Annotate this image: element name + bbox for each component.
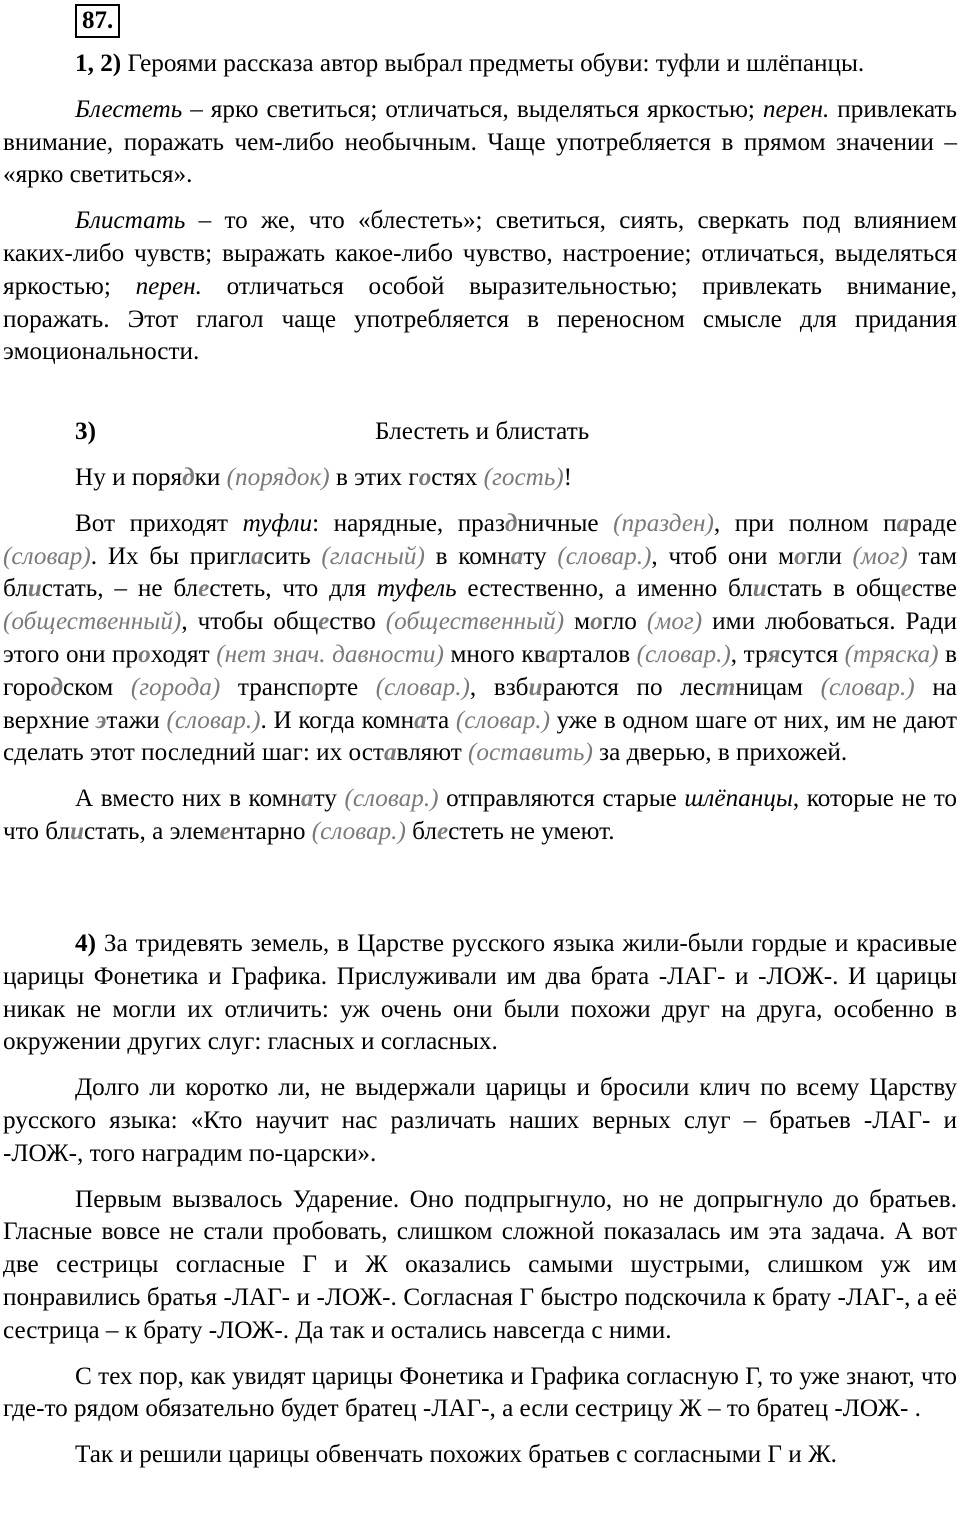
paragraph-shlepantsy: А вместо них в комнату (словар.) отправляются старые шлёпанцы, которые не то что блистать, а элементарно (словар.) блестеть не умеют. [3,785,957,845]
mark-peren: перен. [762,95,830,123]
paragraph-tale-2: Долго ли коротко ли, не выдержали царицы и бросили клич по всему Царству русского языка: «Кто научит нас различать наших верных слуг – братьев -ЛАГ- и -ЛОЖ-, того наградим по-царски». [3,1074,957,1167]
paragraph-tufli: Вот приходят туфли: нарядные, праздничные (празден), при полном параде (словар). Их бы пригласить (гласный) в комнату (словар.), чтоб они могли (мог) там блистать, – не блестеть, что для туфель естественно, а именно блистать в обществе (общественный), чтобы общество (общественный) могло (мог) ими любоваться. Ради этого они проходят (нет знач. давности) много кварталов (словар.), трясутся (тряска) в городском (города) транспорте (словар.), взбираются по лестницам (словар.) на верхние этажи (словар.). И когда комната (словар.) уже в одном шаге от них, им не дают сделать этот последний шаг: их оставляют (оставить) за дверью, в прихожей. [3,509,958,767]
answer-3-heading [3,416,957,449]
label-3: 3) [75,418,96,445]
paragraph-blestet [3,94,957,192]
paragraph-tale-5: Так и решили царицы обвенчать похожих братьев с согласными Г и Ж. [75,1441,837,1469]
mark-peren: перен. [135,272,202,300]
label-1-2: 1, 2) [75,50,122,77]
heading-3-text: Блестеть и блистать [375,418,590,445]
label-4: 4) [75,930,96,957]
def-blistat-1: – то же, что «блестеть»; светиться, сиять, сверкать под влиянием каких-либо чувств; выражать какое-либо чувство, настроение; отличаться, выделяться яркостью; [3,207,957,300]
answer-4-block [3,928,957,1472]
paragraph-1-text: Героями рассказа автор выбрал предметы обуви: туфли и шлёпанцы. [121,50,865,77]
paragraph-blistat [3,205,957,369]
exercise-number: 87. [75,4,120,38]
paragraph-tale-1: 4) За тридевять земель, в Царстве русского языка жили-были гордые и красивые царицы Фонетика и Графика. Прислуживали им два брата -ЛАГ- и -ЛОЖ-. И царицы никак не могли их отличить: уж очень они были похожи друг на друга, особенно в окружении других слуг: гласных и согласных. [3,930,957,1056]
def-blestet-1: – ярко светиться; отличаться, выделяться яркостью; [182,95,763,123]
answer-1-2-block [3,48,957,369]
term-blestet: Блестеть [75,95,183,123]
term-blistat: Блистать [75,207,186,235]
def-blistat-2: отличаться особой выразительностью; привлекать внимание, поражать. Этот глагол чаще употребляется в переносном смысле для придания эмоциональности. [3,272,957,366]
story-block [3,462,957,849]
paragraph-poryadki: Ну и порядки (порядок) в этих гостях (гость)! [75,464,573,491]
paragraph-tale-3: Первым вызвалось Ударение. Оно подпрыгнуло, но не допрыгнуло до братьев. Гласные вовсе не стали пробовать, слишком сложной показалась им эта задача. А вот две сестрицы согласные Г и Ж оказались самыми шустрыми, слишком уж им понравились братья -ЛАГ- и -ЛОЖ-. Согласная Г быстро подскочила к брату -ЛАГ-, а её сестрица – к брату -ЛОЖ-. Да так и остались навсегда с ними. [3,1185,957,1344]
paragraph-tale-4: С тех пор, как увидят царицы Фонетика и Графика согласную Г, то уже знают, что где-то рядом обязательно будет братец -ЛАГ-, а если сестрицу Ж – то братец -ЛОЖ- . [3,1362,957,1423]
paragraph-1 [3,48,957,81]
def-blestet-2: привлекать внимание, поражать чем-либо необычным. Чаще употребляется в прямом значении – «ярко светиться». [3,95,957,189]
